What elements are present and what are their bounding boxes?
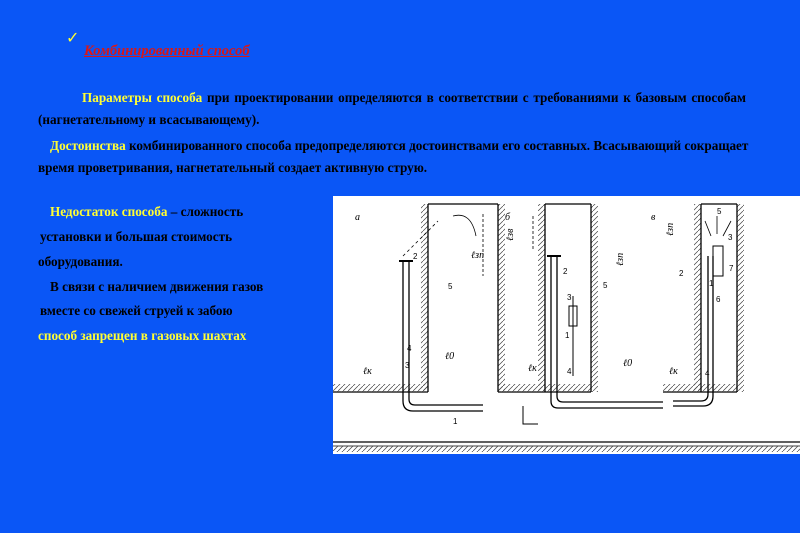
svg-text:2: 2 bbox=[563, 267, 568, 276]
svg-text:4: 4 bbox=[705, 369, 710, 378]
svg-text:ℓ0: ℓ0 bbox=[623, 358, 633, 369]
gas-note-line-3: способ запрещен в газовых шахтах bbox=[38, 328, 247, 343]
ventilation-diagram bbox=[333, 196, 800, 454]
ventilation-schemes-figure bbox=[333, 196, 800, 454]
panel-c-letter: в bbox=[651, 212, 656, 223]
svg-text:4: 4 bbox=[567, 367, 572, 376]
svg-text:5: 5 bbox=[717, 207, 722, 216]
svg-text:ℓк: ℓк bbox=[669, 366, 678, 377]
panel-a-length-label: ℓзп bbox=[471, 250, 485, 261]
checkmark-icon: ✓ bbox=[66, 28, 80, 47]
paragraph-advantages bbox=[38, 135, 758, 179]
svg-text:ℓзп: ℓзп bbox=[615, 252, 626, 266]
gas-note-line-1: В связи с наличием движения газов bbox=[50, 279, 264, 294]
panel-a-letter: а bbox=[355, 212, 360, 223]
svg-text:4: 4 bbox=[407, 344, 412, 353]
svg-text:ℓк: ℓк bbox=[363, 366, 372, 377]
ground-hatch-1 bbox=[333, 384, 428, 392]
svg-text:ℓ0: ℓ0 bbox=[445, 351, 455, 362]
svg-text:2: 2 bbox=[679, 269, 684, 278]
panel-a bbox=[355, 204, 505, 426]
advantages-highlight: Достоинства bbox=[50, 138, 126, 153]
floor-hatch bbox=[333, 446, 800, 452]
parameters-highlight: Параметры способа bbox=[82, 90, 203, 105]
svg-text:3: 3 bbox=[405, 361, 410, 370]
drawback-line-3: оборудования. bbox=[38, 254, 123, 269]
svg-text:ℓзв: ℓзв bbox=[505, 228, 516, 241]
drawback-line1-rest: – сложность bbox=[167, 204, 244, 219]
panel-c bbox=[651, 204, 744, 406]
svg-text:ℓзп: ℓзп bbox=[665, 222, 676, 236]
drawback-highlight: Недостаток способа bbox=[50, 204, 168, 219]
paragraph-parameters bbox=[38, 87, 746, 131]
svg-text:1: 1 bbox=[709, 279, 714, 288]
svg-text:5: 5 bbox=[603, 281, 608, 290]
svg-text:1: 1 bbox=[453, 417, 458, 426]
svg-text:6: 6 bbox=[716, 295, 721, 304]
svg-text:7: 7 bbox=[729, 264, 734, 273]
svg-text:3: 3 bbox=[728, 233, 733, 242]
svg-text:1: 1 bbox=[565, 331, 570, 340]
advantages-text: комбинированного способа предопределяются достоинствами его составных. Всасывающий сокращает время проветривания, нагнетательный создает активную струю. bbox=[38, 138, 749, 175]
drawback-line-1 bbox=[38, 204, 243, 220]
gas-note-line-2: вместе со свежей струей к забою bbox=[40, 303, 233, 318]
svg-text:2: 2 bbox=[413, 252, 418, 261]
svg-text:5: 5 bbox=[448, 282, 453, 291]
panel-b-letter: б bbox=[505, 212, 511, 223]
drawback-line-2: установки и большая стоимость bbox=[40, 229, 233, 244]
svg-text:ℓк: ℓк bbox=[528, 363, 537, 374]
slide-title: Комбинированный способ bbox=[84, 43, 250, 59]
svg-text:3: 3 bbox=[567, 293, 572, 302]
parameters-text: при проектировании определяются в соответствии с требованиями к базовым способам (нагнетательному и всасывающему). bbox=[38, 90, 746, 127]
